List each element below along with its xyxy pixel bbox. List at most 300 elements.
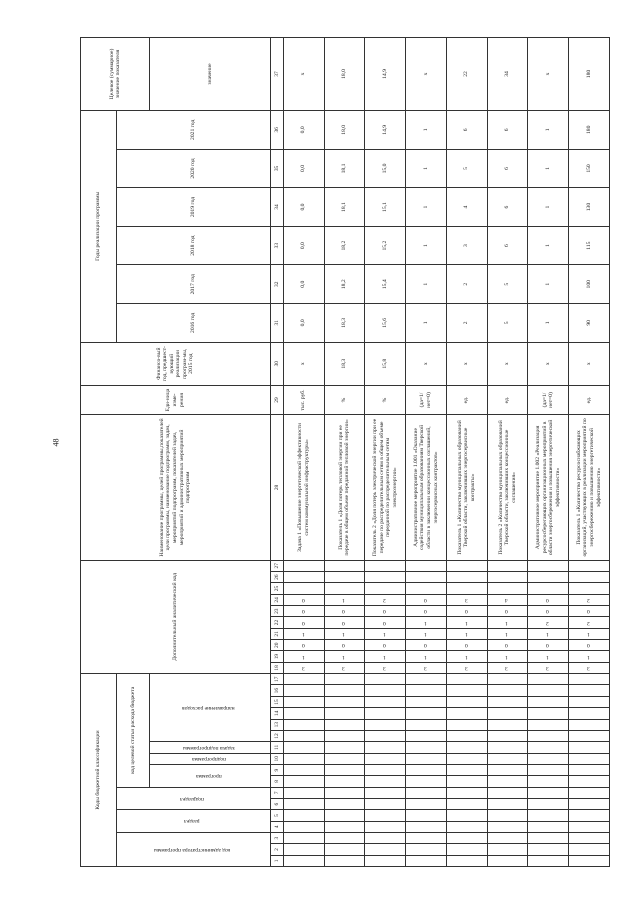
empty-code-cell <box>283 572 324 583</box>
empty-code-cell <box>487 776 528 787</box>
analytic-code-cell: 0 <box>324 617 365 628</box>
row-base-value: x <box>528 342 569 385</box>
empty-code-cell <box>365 708 406 719</box>
empty-code-cell <box>283 821 324 832</box>
row-year-value: 100 <box>569 265 610 304</box>
row-year-value: 18,1 <box>324 149 365 188</box>
column-number: 36 <box>270 110 283 149</box>
analytic-code-cell: 3 <box>569 662 610 673</box>
empty-code-cell <box>406 798 447 809</box>
empty-code-cell <box>569 674 610 685</box>
row-year-value: 0,0 <box>283 226 324 265</box>
header-admin-code: код администратора программы <box>116 832 270 866</box>
empty-code-cell <box>528 719 569 730</box>
empty-code-cell <box>406 696 447 707</box>
empty-code-cell <box>283 798 324 809</box>
empty-code-cell <box>365 572 406 583</box>
empty-code-cell <box>528 685 569 696</box>
row-target-value: 34 <box>487 38 528 111</box>
empty-code-cell <box>283 787 324 798</box>
empty-code-cell <box>487 583 528 594</box>
analytic-code-cell: 0 <box>446 606 487 617</box>
empty-code-cell <box>487 844 528 855</box>
analytic-code-cell: 1 <box>569 651 610 662</box>
row-target-value: x <box>283 38 324 111</box>
empty-code-cell <box>324 742 365 753</box>
empty-code-cell <box>446 810 487 821</box>
analytic-code-cell: 1 <box>528 651 569 662</box>
row-base-value: x <box>283 342 324 385</box>
table-row <box>569 38 610 867</box>
empty-code-cell <box>406 572 447 583</box>
empty-code-cell <box>487 787 528 798</box>
header-value: значение <box>150 38 270 111</box>
table-row <box>487 38 528 867</box>
row-year-value: 15,6 <box>365 304 406 343</box>
column-number: 1 <box>270 855 283 866</box>
column-number: 17 <box>270 674 283 685</box>
empty-code-cell <box>446 560 487 571</box>
empty-code-cell <box>324 798 365 809</box>
analytic-code-cell: 1 <box>446 651 487 662</box>
analytic-code-cell: 0 <box>324 606 365 617</box>
row-year-value: 5 <box>487 304 528 343</box>
empty-code-cell <box>487 753 528 764</box>
row-year-value: 0,0 <box>283 110 324 149</box>
column-number: 5 <box>270 810 283 821</box>
empty-code-cell <box>365 742 406 753</box>
empty-code-cell <box>528 787 569 798</box>
analytic-code-cell: 3 <box>446 594 487 605</box>
header-names: Наименование программы, целей программы,показателей цели программы, наименование подпрограмм, задач, мероприятий подпрограмм, показателей задач, мероприятий и административных мероприятий подпрограмм <box>81 415 271 560</box>
row-year-value: 6 <box>487 188 528 227</box>
row-year-value: 90 <box>569 304 610 343</box>
row-unit: ед. <box>569 385 610 415</box>
empty-code-cell <box>446 798 487 809</box>
column-number: 33 <box>270 226 283 265</box>
analytic-code-cell: 0 <box>528 606 569 617</box>
analytic-code-cell: 0 <box>406 640 447 651</box>
empty-code-cell <box>569 719 610 730</box>
analytic-code-cell: 0 <box>406 606 447 617</box>
header-subprogram: подпрограмма <box>150 753 270 764</box>
empty-code-cell <box>528 832 569 843</box>
empty-code-cell <box>528 572 569 583</box>
header-budget-codes: Коды бюджетной классификации <box>81 674 117 867</box>
empty-code-cell <box>528 844 569 855</box>
empty-code-cell <box>406 776 447 787</box>
empty-code-cell <box>569 821 610 832</box>
empty-code-cell <box>406 560 447 571</box>
column-number: 29 <box>270 385 283 415</box>
row-year-value: 3 <box>446 226 487 265</box>
column-number: 18 <box>270 662 283 673</box>
row-year-value: 6 <box>487 110 528 149</box>
empty-code-cell <box>365 674 406 685</box>
row-year-value: 1 <box>406 304 447 343</box>
analytic-code-cell: 4 <box>487 594 528 605</box>
row-year-value: 6 <box>487 226 528 265</box>
empty-code-cell <box>283 855 324 866</box>
row-year-value: 180 <box>569 110 610 149</box>
row-year-value: 18,0 <box>324 110 365 149</box>
empty-code-cell <box>365 821 406 832</box>
empty-code-cell <box>569 560 610 571</box>
empty-code-cell <box>446 730 487 741</box>
empty-code-cell <box>283 776 324 787</box>
header-task-subprogram: задача подпрограммы <box>150 742 270 753</box>
header-year-2018: 2018 год <box>116 226 270 265</box>
header-year-2016: 2016 год <box>116 304 270 343</box>
empty-code-cell <box>283 832 324 843</box>
empty-code-cell <box>446 583 487 594</box>
empty-code-cell <box>283 719 324 730</box>
analytic-code-cell: 2 <box>569 617 610 628</box>
empty-code-cell <box>487 764 528 775</box>
empty-code-cell <box>528 855 569 866</box>
column-number: 30 <box>270 342 283 385</box>
analytic-code-cell: 0 <box>283 617 324 628</box>
analytic-code-cell: 1 <box>406 651 447 662</box>
column-number: 16 <box>270 685 283 696</box>
empty-code-cell <box>283 560 324 571</box>
empty-code-cell <box>324 583 365 594</box>
analytic-code-cell: 2 <box>569 594 610 605</box>
row-unit: (да=1/ нет=0) <box>528 385 569 415</box>
empty-code-cell <box>283 764 324 775</box>
row-unit: тыс. руб. <box>283 385 324 415</box>
empty-code-cell <box>487 730 528 741</box>
row-year-value: 1 <box>406 188 447 227</box>
column-number: 26 <box>270 572 283 583</box>
empty-code-cell <box>487 685 528 696</box>
row-target-value: 180 <box>569 38 610 111</box>
empty-code-cell <box>569 730 610 741</box>
empty-code-cell <box>283 583 324 594</box>
empty-code-cell <box>324 776 365 787</box>
column-number: 20 <box>270 640 283 651</box>
table-row <box>283 38 324 867</box>
table-row <box>406 38 447 867</box>
analytic-code-cell: 0 <box>365 617 406 628</box>
row-name: Показатель 2 «Количество муниципальных образований Тверской области, заключивших концессионные соглашения» <box>487 415 528 560</box>
empty-code-cell <box>365 730 406 741</box>
empty-code-cell <box>324 685 365 696</box>
empty-code-cell <box>569 787 610 798</box>
analytic-code-cell: 0 <box>283 606 324 617</box>
column-number: 24 <box>270 594 283 605</box>
empty-code-cell <box>406 844 447 855</box>
empty-code-cell <box>569 810 610 821</box>
empty-code-cell <box>365 583 406 594</box>
row-name: Задача 1 «Повышение энергетической эффективности систем коммунальной инфраструктуры» <box>283 415 324 560</box>
analytic-code-cell: 1 <box>365 651 406 662</box>
table-row <box>365 38 406 867</box>
rotated-table-sheet <box>80 37 610 867</box>
empty-code-cell <box>365 832 406 843</box>
empty-code-cell <box>324 696 365 707</box>
column-number: 2 <box>270 844 283 855</box>
row-year-value: 14,9 <box>365 110 406 149</box>
empty-code-cell <box>324 787 365 798</box>
analytic-code-cell: 1 <box>406 628 447 639</box>
empty-code-cell <box>528 674 569 685</box>
analytic-code-cell: 1 <box>283 651 324 662</box>
empty-code-cell <box>528 753 569 764</box>
empty-code-cell <box>406 742 447 753</box>
analytic-code-cell: 1 <box>487 628 528 639</box>
row-target-value: x <box>406 38 447 111</box>
analytic-code-cell: 3 <box>528 662 569 673</box>
row-name: Показатель 2 «Доля потерь электрической энергии при ее передаче по распределительным сетям в общем объеме переданной по распределительным сетям электроэнергии» <box>365 415 406 560</box>
empty-code-cell <box>569 832 610 843</box>
analytic-code-cell: 3 <box>487 662 528 673</box>
empty-code-cell <box>406 832 447 843</box>
header-subsection: подраздел <box>116 787 270 810</box>
empty-code-cell <box>365 696 406 707</box>
empty-code-cell <box>487 560 528 571</box>
empty-code-cell <box>283 685 324 696</box>
analytic-code-cell: 2 <box>365 594 406 605</box>
empty-code-cell <box>365 855 406 866</box>
column-number: 14 <box>270 708 283 719</box>
empty-code-cell <box>446 742 487 753</box>
empty-code-cell <box>528 696 569 707</box>
table-row <box>324 38 365 867</box>
empty-code-cell <box>283 708 324 719</box>
empty-code-cell <box>487 810 528 821</box>
row-unit: (да=1/ нет=0) <box>406 385 447 415</box>
empty-code-cell <box>406 821 447 832</box>
row-year-value: 130 <box>569 188 610 227</box>
table-row <box>446 38 487 867</box>
header-program: программа <box>150 764 270 787</box>
empty-code-cell <box>324 674 365 685</box>
analytic-code-cell: 1 <box>569 628 610 639</box>
empty-code-cell <box>365 810 406 821</box>
row-year-value: 0,0 <box>283 188 324 227</box>
row-year-value: 0,0 <box>283 304 324 343</box>
row-year-value: 15,4 <box>365 265 406 304</box>
empty-code-cell <box>406 855 447 866</box>
empty-code-cell <box>324 572 365 583</box>
empty-code-cell <box>569 855 610 866</box>
empty-code-cell <box>569 685 610 696</box>
row-unit: ед. <box>446 385 487 415</box>
empty-code-cell <box>283 753 324 764</box>
column-number: 9 <box>270 764 283 775</box>
empty-code-cell <box>487 708 528 719</box>
analytic-code-cell: 3 <box>324 662 365 673</box>
analytic-code-cell: 1 <box>324 594 365 605</box>
column-number: 13 <box>270 719 283 730</box>
row-year-value: 2 <box>446 265 487 304</box>
empty-code-cell <box>365 776 406 787</box>
empty-code-cell <box>365 787 406 798</box>
empty-code-cell <box>528 560 569 571</box>
row-year-value: 1 <box>528 149 569 188</box>
analytic-code-cell: 0 <box>446 640 487 651</box>
analytic-code-cell: 0 <box>528 594 569 605</box>
empty-code-cell <box>446 696 487 707</box>
empty-code-cell <box>569 696 610 707</box>
row-target-value: 14,9 <box>365 38 406 111</box>
empty-code-cell <box>446 764 487 775</box>
analytic-code-cell: 2 <box>528 617 569 628</box>
empty-code-cell <box>446 855 487 866</box>
empty-code-cell <box>569 708 610 719</box>
row-target-value: 18,0 <box>324 38 365 111</box>
empty-code-cell <box>528 821 569 832</box>
empty-code-cell <box>406 753 447 764</box>
header-financial-year: Финансо-вый год, предшест-вующий реализации програм-мы, 2015 год <box>81 342 271 385</box>
analytic-code-cell: 1 <box>487 617 528 628</box>
empty-code-cell <box>528 776 569 787</box>
analytic-code-cell: 3 <box>365 662 406 673</box>
empty-code-cell <box>365 798 406 809</box>
row-base-value: x <box>406 342 447 385</box>
empty-code-cell <box>283 742 324 753</box>
page-number: 48 <box>51 438 61 447</box>
header-target: Целевое (суммарное) значение показателя <box>81 38 150 111</box>
column-number: 19 <box>270 651 283 662</box>
empty-code-cell <box>487 742 528 753</box>
row-year-value: 5 <box>446 149 487 188</box>
row-name: Административное мероприятие 1.002 «Реализация ресурсосберегающих организационных мероприятий в области энергосбережения и повышения энергетической эффективности» <box>528 415 569 560</box>
row-year-value: 1 <box>528 188 569 227</box>
empty-code-cell <box>365 560 406 571</box>
row-base-value: 18,3 <box>324 342 365 385</box>
analytic-code-cell: 1 <box>324 628 365 639</box>
empty-code-cell <box>487 798 528 809</box>
empty-code-cell <box>528 730 569 741</box>
analytic-code-cell: 1 <box>406 617 447 628</box>
header-event-direction: направление расходов <box>150 674 270 742</box>
row-year-value: 1 <box>528 265 569 304</box>
column-number: 12 <box>270 730 283 741</box>
column-number: 4 <box>270 821 283 832</box>
empty-code-cell <box>324 832 365 843</box>
analytic-code-cell: 0 <box>365 606 406 617</box>
analytic-code-cell: 0 <box>406 594 447 605</box>
column-numbers-row <box>270 38 283 867</box>
empty-code-cell <box>406 810 447 821</box>
column-number: 35 <box>270 149 283 188</box>
empty-code-cell <box>324 844 365 855</box>
empty-code-cell <box>528 583 569 594</box>
empty-code-cell <box>406 719 447 730</box>
row-name: Показатель 1 «Доля потерь тепловой энергии при ее передаче в общем объеме переданной тепловой энергии» <box>324 415 365 560</box>
empty-code-cell <box>487 821 528 832</box>
empty-code-cell <box>406 730 447 741</box>
analytic-code-cell: 1 <box>324 651 365 662</box>
empty-code-cell <box>569 742 610 753</box>
analytic-code-cell: 1 <box>365 628 406 639</box>
row-year-value: 0,0 <box>283 265 324 304</box>
row-year-value: 5 <box>487 265 528 304</box>
table-row <box>528 38 569 867</box>
empty-code-cell <box>569 753 610 764</box>
empty-code-cell <box>406 787 447 798</box>
column-number: 3 <box>270 832 283 843</box>
row-name: Показатель 1 «Количество муниципальных образований Тверской области, заключивших энергосервисные контракты» <box>446 415 487 560</box>
empty-code-cell <box>446 844 487 855</box>
row-year-value: 6 <box>487 149 528 188</box>
empty-code-cell <box>569 844 610 855</box>
row-unit: % <box>324 385 365 415</box>
header-additional-code-group <box>81 560 271 674</box>
row-base-value: x <box>446 342 487 385</box>
row-base-value: x <box>487 342 528 385</box>
analytic-code-cell: 3 <box>406 662 447 673</box>
header-section: раздел <box>116 810 270 833</box>
row-name: Показатель 1 «Количество ресурсоснабжающих организаций, участвующих в реализации мероприятий по энергосбережению и повышению энергетической эффективности» <box>569 415 610 560</box>
empty-code-cell <box>324 719 365 730</box>
column-number: 34 <box>270 188 283 227</box>
header-additional-code: Дополнительный аналитический код <box>171 573 178 661</box>
analytic-code-cell: 0 <box>365 640 406 651</box>
analytic-code-cell: 0 <box>487 640 528 651</box>
empty-code-cell <box>528 708 569 719</box>
empty-code-cell <box>446 719 487 730</box>
row-year-value: 18,1 <box>324 188 365 227</box>
row-year-value: 1 <box>406 226 447 265</box>
empty-code-cell <box>446 685 487 696</box>
empty-code-cell <box>324 560 365 571</box>
program-indicators-table <box>80 37 610 867</box>
empty-code-cell <box>324 753 365 764</box>
analytic-code-cell: 0 <box>569 640 610 651</box>
empty-code-cell <box>569 776 610 787</box>
analytic-code-cell: 3 <box>446 662 487 673</box>
column-number: 10 <box>270 753 283 764</box>
empty-code-cell <box>365 753 406 764</box>
analytic-code-cell: 0 <box>283 640 324 651</box>
row-year-value: 115 <box>569 226 610 265</box>
empty-code-cell <box>569 798 610 809</box>
analytic-code-cell: 0 <box>528 640 569 651</box>
row-year-value: 15,2 <box>365 226 406 265</box>
empty-code-cell <box>406 583 447 594</box>
row-year-value: 1 <box>528 304 569 343</box>
empty-code-cell <box>528 810 569 821</box>
header-years-group: Годы реализации программы <box>81 110 117 342</box>
empty-code-cell <box>324 855 365 866</box>
empty-code-cell <box>365 719 406 730</box>
row-year-value: 1 <box>406 265 447 304</box>
column-number: 7 <box>270 787 283 798</box>
row-base-value: x <box>569 342 610 385</box>
header-row-1 <box>81 38 117 867</box>
analytic-code-cell: 1 <box>446 617 487 628</box>
row-year-value: 18,2 <box>324 226 365 265</box>
header-year-2021: 2021 год <box>116 110 270 149</box>
row-target-value: 22 <box>446 38 487 111</box>
empty-code-cell <box>446 832 487 843</box>
row-year-value: 1 <box>528 226 569 265</box>
row-year-value: 0,0 <box>283 149 324 188</box>
empty-code-cell <box>365 764 406 775</box>
empty-code-cell <box>528 764 569 775</box>
row-year-value: 18,2 <box>324 265 365 304</box>
empty-code-cell <box>406 708 447 719</box>
row-unit: ед. <box>487 385 528 415</box>
empty-code-cell <box>446 674 487 685</box>
column-number: 15 <box>270 696 283 707</box>
empty-code-cell <box>446 787 487 798</box>
empty-code-cell <box>487 855 528 866</box>
analytic-code-cell: 1 <box>446 628 487 639</box>
